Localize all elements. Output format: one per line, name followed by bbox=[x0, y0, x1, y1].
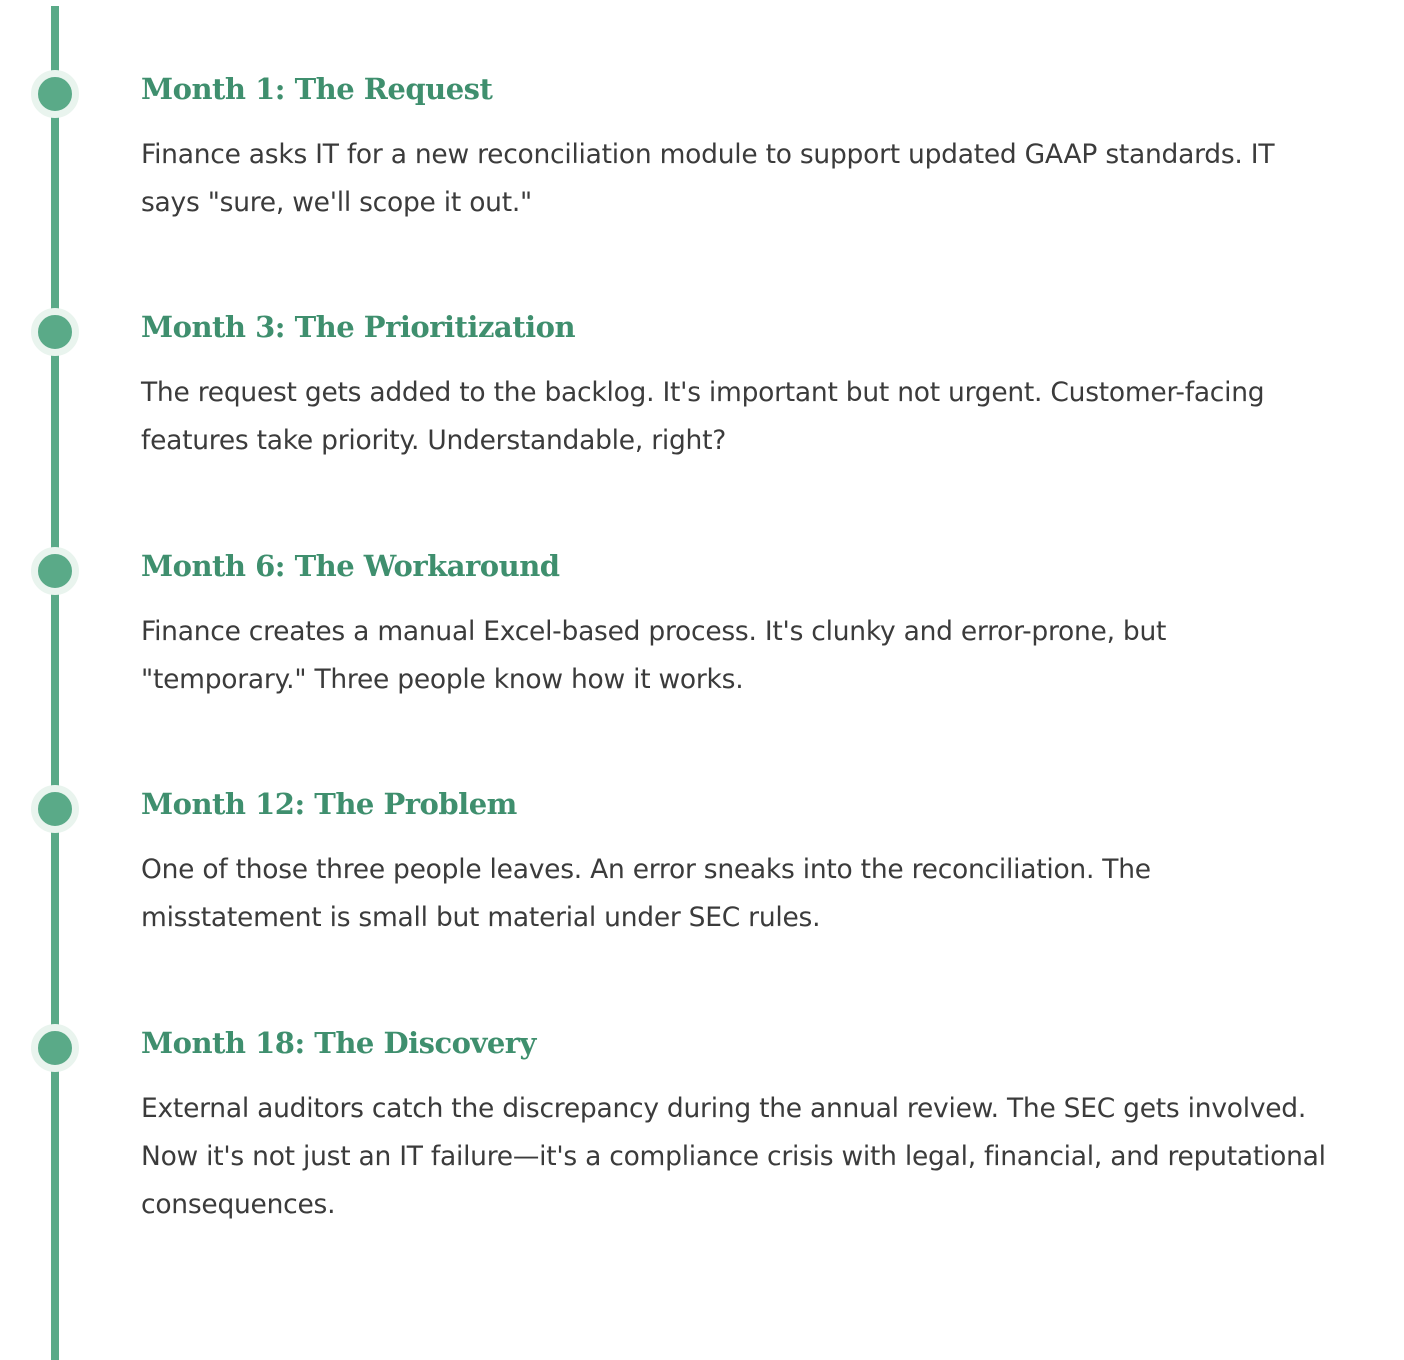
timeline-item-text: Finance creates a manual Excel-based process. It's clunky and error-prone, but "temporary." Three people know how it works. bbox=[141, 616, 1167, 695]
timeline-marker-dot-icon bbox=[31, 785, 79, 833]
timeline-item-title: Month 12: The Problem bbox=[141, 787, 517, 821]
timeline-item-title: Month 6: The Workaround bbox=[141, 549, 560, 583]
timeline-marker-dot-icon bbox=[31, 308, 79, 356]
timeline-marker-dot-icon bbox=[31, 547, 79, 595]
timeline-line bbox=[51, 6, 59, 1360]
timeline-item-text: The request gets added to the backlog. It's important but not urgent. Customer-facing features take priority. Understandable, right? bbox=[141, 377, 1265, 456]
timeline-item-text: External auditors catch the discrepancy during the annual review. The SEC gets involved. Now it's not just an IT failure—it's a compliance crisis with legal, financial, and reputational consequences. bbox=[141, 1093, 1326, 1220]
timeline-marker-dot-icon bbox=[31, 1024, 79, 1072]
timeline-item-title: Month 18: The Discovery bbox=[141, 1026, 536, 1060]
timeline-item-text: One of those three people leaves. An error sneaks into the reconciliation. The misstatement is small but material under SEC rules. bbox=[141, 854, 1151, 933]
timeline-item-text: Finance asks IT for a new reconciliation module to support updated GAAP standards. IT says "sure, we'll scope it out." bbox=[141, 139, 1275, 218]
timeline-item-title: Month 3: The Prioritization bbox=[141, 310, 576, 344]
timeline-marker-dot-icon bbox=[31, 70, 79, 118]
timeline-item-title: Month 1: The Request bbox=[141, 72, 493, 106]
